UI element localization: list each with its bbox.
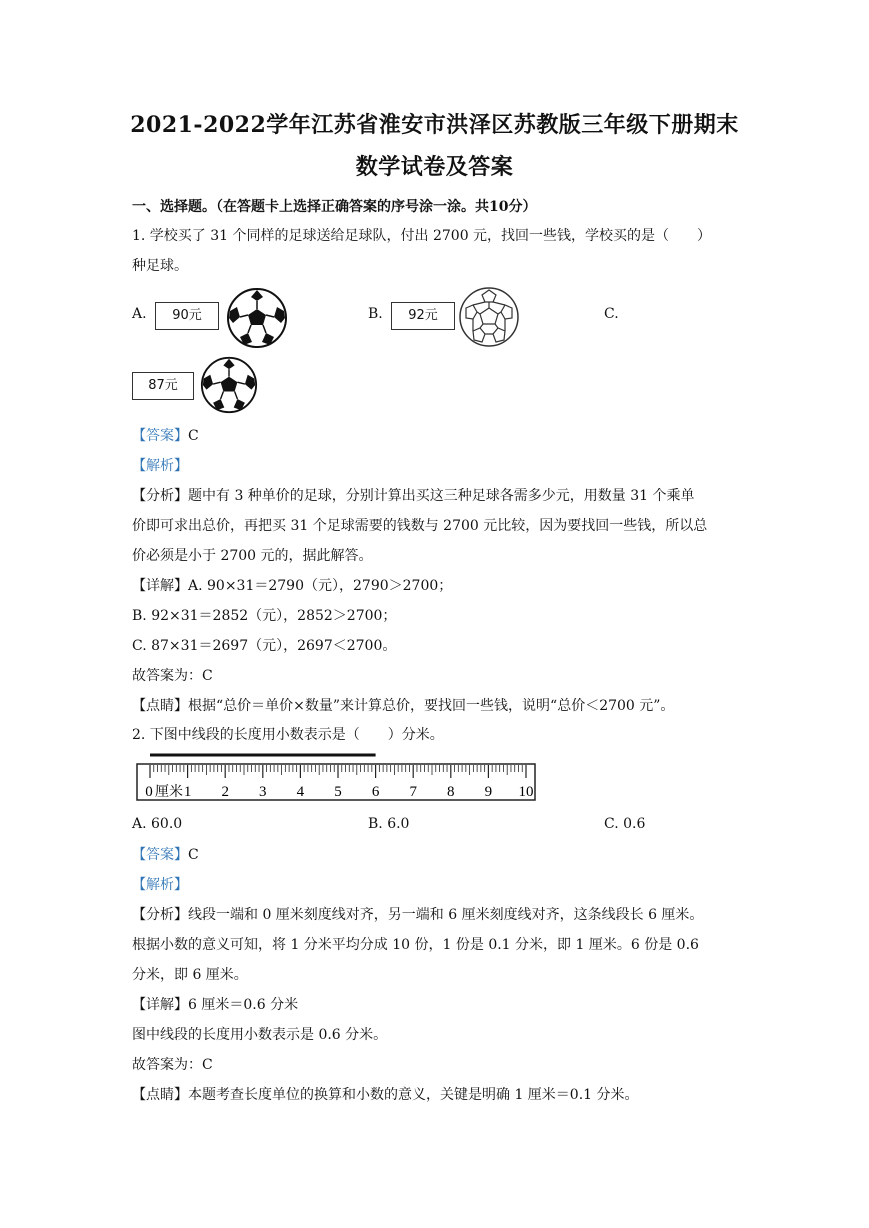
fenxi-text: 线段一端和 0 厘米刻度线对齐，另一端和 6 厘米刻度线对齐，这条线段长 6 厘米。 bbox=[188, 907, 704, 923]
q2-fenxi-line1 bbox=[132, 905, 703, 925]
q2-xiangjie-line1 bbox=[132, 995, 298, 1015]
q2-fenxi-line2: 根据小数的意义可知，将 1 分米平均分成 10 份，1 份是 0.1 分米，即 1 厘米。6 份是 0.6 bbox=[132, 937, 699, 953]
q1-fenxi-line2: 价即可求出总价，再把买 31 个足球需要的钱数与 2700 元比较，因为要找回一些钱，所以总 bbox=[132, 518, 708, 534]
xiangjie-text: 6 厘米＝0.6 分米 bbox=[188, 997, 299, 1013]
dianjing-tag: 【点睛】 bbox=[132, 1087, 188, 1103]
q1-option-a-label: A. bbox=[132, 306, 147, 322]
fenxi-text: 题中有 3 种单价的足球，分别计算出买这三种足球各需多少元，用数量 31 个乘单 bbox=[188, 488, 695, 504]
soccer-ball-icon bbox=[200, 356, 258, 414]
ruler-number: 6 bbox=[371, 784, 380, 800]
q1-stem-line1: 1. 学校买了 31 个同样的足球送给足球队，付出 2700 元，找回一些钱，学校买的是（ ） bbox=[132, 228, 712, 244]
ruler-number: 5 bbox=[334, 784, 342, 800]
answer-tag: 【答案】 bbox=[132, 847, 188, 863]
q1-xiangjie-line1 bbox=[132, 576, 452, 596]
q2-dianjing bbox=[132, 1085, 639, 1105]
q1-option-c-price: 87元 bbox=[132, 372, 194, 400]
xiangjie-text: A. 90×31＝2790（元），2790＞2700； bbox=[188, 578, 453, 594]
section-heading: 一、选择题。（在答题卡上选择正确答案的序号涂一涂。共10分） bbox=[132, 199, 537, 215]
q1-xiangjie-line2: B. 92×31＝2852（元），2852＞2700； bbox=[132, 608, 397, 624]
ruler-figure bbox=[136, 750, 540, 806]
fenxi-tag: 【分析】 bbox=[132, 907, 188, 923]
ruler-number: 8 bbox=[447, 784, 455, 800]
xiangjie-tag: 【详解】 bbox=[132, 578, 188, 594]
q2-option-c: C. 0.6 bbox=[604, 816, 646, 832]
answer-value: C bbox=[188, 428, 199, 444]
ruler-number: 10 bbox=[518, 784, 534, 800]
ruler-number: 7 bbox=[409, 784, 417, 800]
q1-xiangjie-line3: C. 87×31＝2697（元），2697＜2700。 bbox=[132, 638, 397, 654]
q2-final-answer: 故答案为：C bbox=[132, 1057, 213, 1073]
soccer-ball-outline-icon bbox=[458, 286, 520, 348]
answer-tag: 【答案】 bbox=[132, 428, 188, 444]
xiangjie-tag: 【详解】 bbox=[132, 997, 188, 1013]
dianjing-text: 根据“总价＝单价×数量”来计算总价，要找回一些钱，说明“总价＜2700 元”。 bbox=[188, 698, 675, 714]
ruler-number: 2 bbox=[221, 784, 229, 800]
ruler-number: 1 bbox=[183, 784, 192, 800]
q1-fenxi-line1 bbox=[132, 486, 695, 506]
q2-analysis-tag: 【解析】 bbox=[132, 877, 188, 893]
answer-value: C bbox=[188, 847, 199, 863]
q1-stem-line2: 种足球。 bbox=[132, 258, 188, 274]
q1-option-b-price: 92元 bbox=[391, 302, 455, 330]
q1-final-answer: 故答案为：C bbox=[132, 668, 213, 684]
doc-title-line2: 数学试卷及答案 bbox=[355, 154, 514, 180]
q1-option-c-label: C. bbox=[604, 306, 619, 322]
fenxi-tag: 【分析】 bbox=[132, 488, 188, 504]
q1-fenxi-line3: 价必须是小于 2700 元的，据此解答。 bbox=[132, 548, 373, 564]
q2-option-a: A. 60.0 bbox=[132, 816, 183, 832]
soccer-ball-icon bbox=[226, 287, 288, 349]
ruler-number: 0 bbox=[145, 784, 153, 800]
q1-answer bbox=[132, 426, 199, 446]
doc-title-line1: 2021-2022学年江苏省淮安市洪泽区苏教版三年级下册期末 bbox=[130, 112, 739, 138]
ruler-unit-label: 厘米 bbox=[155, 784, 183, 800]
dianjing-tag: 【点睛】 bbox=[132, 698, 188, 714]
ruler-number: 9 bbox=[484, 784, 493, 800]
q2-xiangjie-line2: 图中线段的长度用小数表示是 0.6 分米。 bbox=[132, 1027, 388, 1043]
q1-option-a-price: 90元 bbox=[155, 302, 219, 330]
ruler-number: 4 bbox=[296, 784, 305, 800]
q1-analysis-tag: 【解析】 bbox=[132, 458, 188, 474]
dianjing-text: 本题考查长度单位的换算和小数的意义，关键是明确 1 厘米＝0.1 分米。 bbox=[188, 1087, 639, 1103]
q1-dianjing bbox=[132, 696, 674, 716]
q2-fenxi-line3: 分米，即 6 厘米。 bbox=[132, 967, 248, 983]
ruler-number: 3 bbox=[259, 784, 267, 800]
q2-stem: 2. 下图中线段的长度用小数表示是（ ）分米。 bbox=[132, 727, 444, 743]
q1-option-b-label: B. bbox=[368, 306, 383, 322]
q2-answer bbox=[132, 845, 199, 865]
q2-option-b: B. 6.0 bbox=[368, 816, 410, 832]
